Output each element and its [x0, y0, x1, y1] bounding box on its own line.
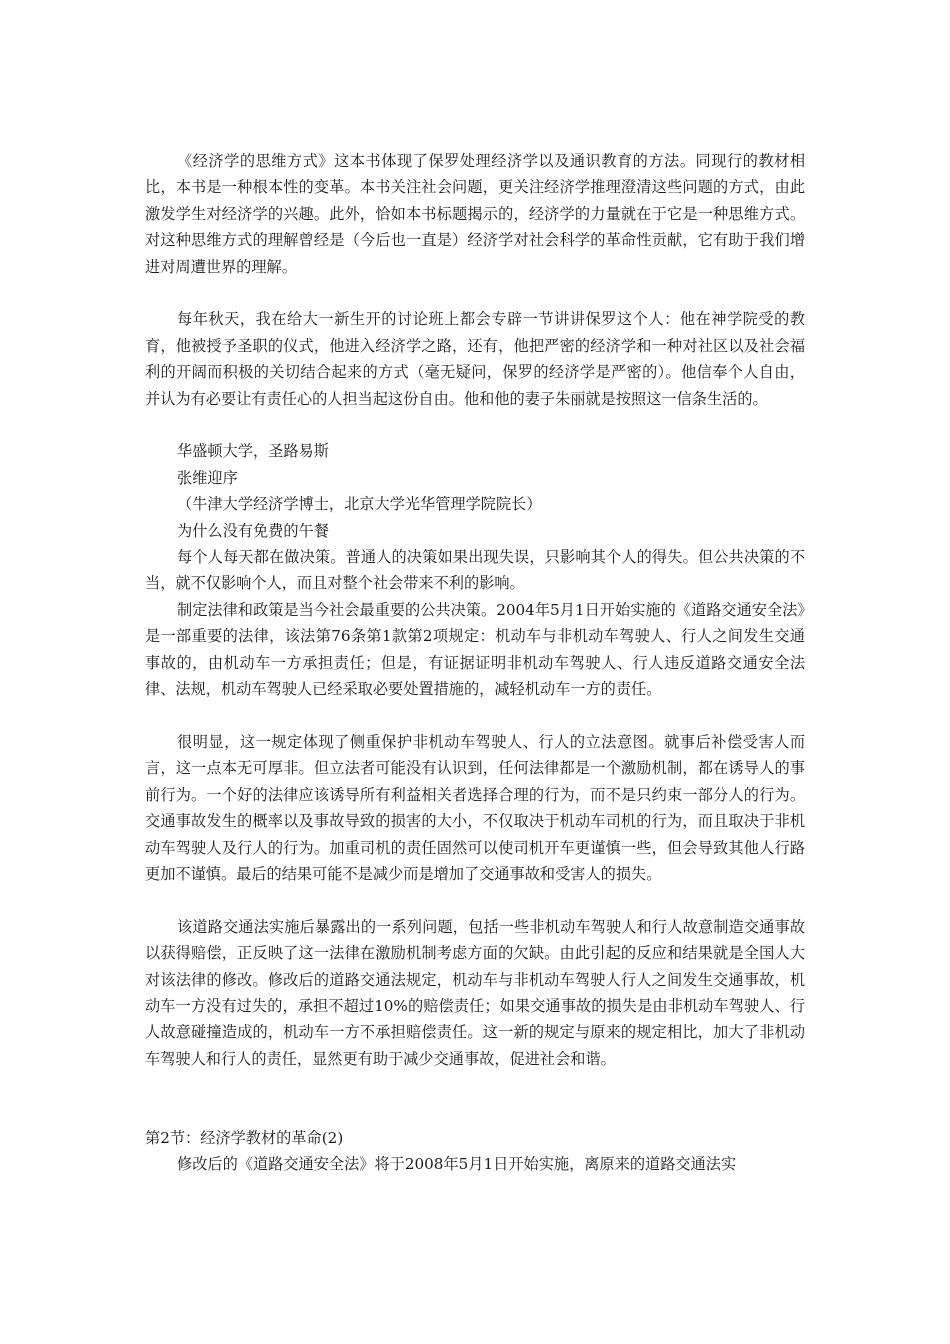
paragraph-incentives: 很明显，这一规定体现了侧重保护非机动车驾驶人、行人的立法意图。就事后补偿受害人而言，这一点本无可厚非。但立法者可能没有认识到，任何法律都是一个激励机制，都在诱导人的事前行为。一个好的法律应该诱导所有利益相关者选择合理的行为，而不是只约束一部分人的行为。交通事故发生的概率以及事故导致的损害的大小，不仅取决于机动车司机的行为，而且取决于非机动车驾驶人及行人的行为。加重司机的责任固然可以使司机开车更谨慎一些，但会导致其他人行路更加不谨慎。最后的结果可能不是减少而是增加了交通事故和受害人的损失。 — [145, 732, 805, 883]
paragraph-foreword-2: 每年秋天，我在给大一新生开的讨论班上都会专辟一节讲讲保罗这个人：他在神学院受的教育，他被授予圣职的仪式，他进入经济学之路，还有，他把严密的经济学和一种对社区以及社会福利的开阔而积极的关切结合起来的方式（毫无疑问，保罗的经济学是严密的）。他信奉个人自由，并认为有必要让有责任心的人担当起这份自由。他和他的妻子朱丽就是按照这一信条生活的。 — [145, 310, 805, 408]
author-credentials: （牛津大学经济学博士，北京大学光华管理学院院长） — [177, 495, 542, 514]
paragraph-foreword-1: 《经济学的思维方式》这本书体现了保罗处理经济学以及通识教育的方法。同现行的教材相比，本书是一种根本性的变革。本书关注社会问题，更关注经济学推理澄清这些问题的方式，由此激发学生对经济学的兴趣。此外，恰如本书标题揭示的，经济学的力量就在于它是一种思维方式。对这种思维方式的理解曾经是（今后也一直是）经济学对社会科学的革命性贡献，它有助于我们增进对周遭世界的理解。 — [145, 152, 805, 276]
section-title: 为什么没有免费的午餐 — [177, 521, 329, 540]
signature-location: 华盛顿大学，圣路易斯 — [177, 442, 329, 461]
paragraph-traffic-law: 制定法律和政策是当今社会最重要的公共决策。2004年5月1日开始实施的《道路交通安全法》是一部重要的法律，该法第76条第1款第2项规定：机动车与非机动车驾驶人、行人之间发生交通事故的，由机动车一方承担责任；但是，有证据证明非机动车驾驶人、行人违反道路交通安全法律、法规，机动车驾驶人已经采取必要处置措施的，减轻机动车一方的责任。 — [145, 600, 805, 699]
paragraph-final: 修改后的《道路交通安全法》将于2008年5月1日开始实施，离原来的道路交通法实 — [177, 1155, 737, 1174]
paragraph-decisions: 每个人每天都在做决策。普通人的决策如果出现失误，只影响其个人的得失。但公共决策的不当，就不仅影响个人，而且对整个社会带来不利的影响。 — [145, 548, 805, 593]
chapter-heading: 第2节：经济学教材的革命(2) — [145, 1128, 344, 1147]
preface-author: 张维迎序 — [177, 468, 238, 487]
document-body — [145, 148, 805, 1178]
paragraph-amendment: 该道路交通法实施后暴露出的一系列问题，包括一些非机动车驾驶人和行人故意制造交通事故以获得赔偿，正反映了这一法律在激励机制考虑方面的欠缺。由此引起的反应和结果就是全国人大对该法律的修改。修改后的道路交通法规定，机动车与非机动车驾驶人行人之间发生交通事故，机动车一方没有过失的，承担不超过10%的赔偿责任；如果交通事故的损失是由非机动车驾驶人、行人故意碰撞造成的，机动车一方不承担赔偿责任。这一新的规定与原来的规定相比，加大了非机动车驾驶人和行人的责任，显然更有助于减少交通事故，促进社会和谐。 — [145, 917, 805, 1068]
